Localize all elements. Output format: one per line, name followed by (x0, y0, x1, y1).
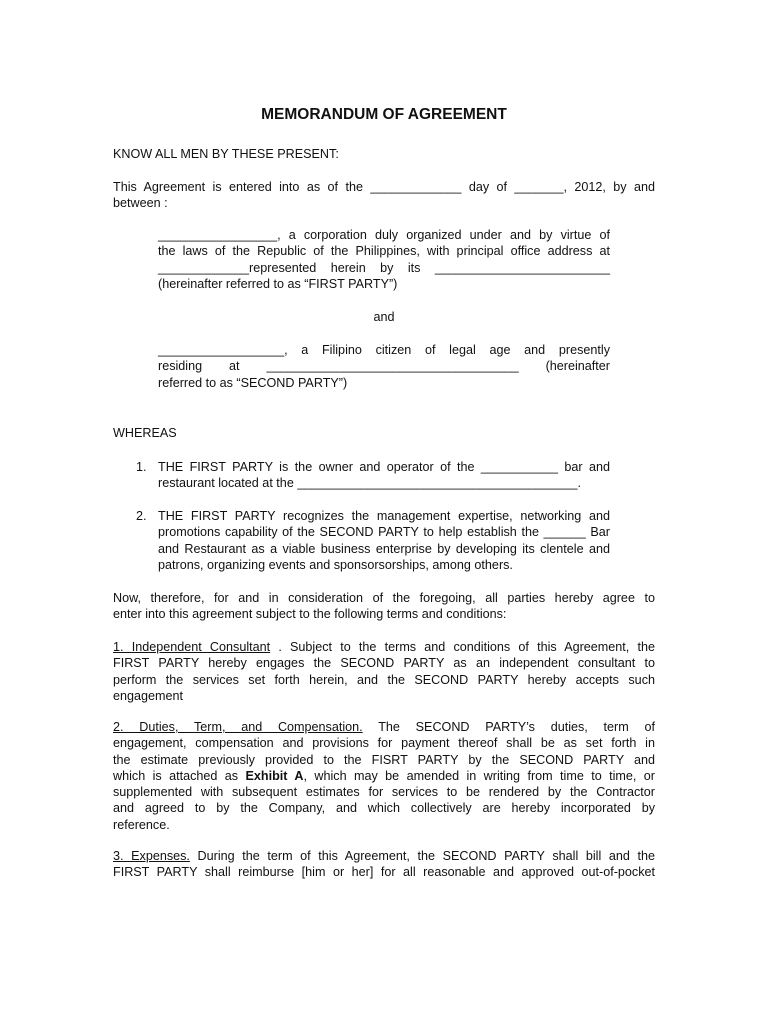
now-therefore-line: Now, therefore, for and in consideration of the foregoing, all parties hereby agree to (113, 591, 655, 605)
whereas-line: restaurant located at the ________________________________________. (158, 476, 581, 491)
section-1-line (113, 639, 655, 655)
whereas-line: THE FIRST PARTY is the owner and operator of the ___________ bar and (158, 460, 610, 474)
document-title: MEMORANDUM OF AGREEMENT (261, 106, 507, 123)
section-1-heading: 1. Independent Consultant (113, 640, 271, 654)
section-3-line (113, 848, 655, 864)
whereas-line: promotions capability of the SECOND PARTY to help establish the ______ Bar (158, 525, 610, 540)
first-party-line: (hereinafter referred to as “FIRST PARTY”) (158, 276, 398, 291)
first-party-line: _____________represented herein by its _________________________ (158, 260, 610, 275)
section-2-line (113, 719, 655, 735)
section-1-line: engagement (113, 688, 184, 703)
now-therefore-paragraph (113, 590, 655, 623)
whereas-item-number: 2. (136, 509, 147, 523)
section-2-line (113, 768, 655, 784)
section-2-line: supplemented with subsequent estimates for services to be rendered by the Contractor (113, 785, 655, 800)
section-2-line: the estimate previously provided to the FISRT PARTY by the SECOND PARTY and (113, 752, 655, 767)
section-3-text: During the term of this Agreement, the SECOND PARTY shall bill and the (189, 849, 655, 863)
section-2-line: and agreed to by the Company, and which collectively are hereby incorporated by (113, 801, 655, 816)
whereas-item-1 (158, 459, 610, 492)
whereas-item-number: 1. (136, 460, 147, 474)
section-2-text: The SECOND PARTY’s duties, term of (362, 720, 655, 734)
section-2-duties-term-compensation (113, 719, 655, 833)
first-party-line: the laws of the Republic of the Philippines, with principal office address at (158, 244, 610, 259)
second-party-line: residing at ____________________________________ (hereinafter (158, 359, 610, 374)
intro-line: between : (113, 196, 168, 211)
whereas-line: and Restaurant as a viable business enterprise by developing its clentele and (158, 541, 610, 556)
whereas-heading: WHEREAS (113, 426, 177, 440)
second-party-line: referred to as “SECOND PARTY”) (158, 375, 348, 390)
section-1-line: perform the services set forth herein, and the SECOND PARTY hereby accepts such (113, 672, 655, 687)
section-3-heading: 3. Expenses. (113, 849, 190, 863)
section-2-line: reference. (113, 817, 170, 832)
know-all-heading: KNOW ALL MEN BY THESE PRESENT: (113, 147, 339, 161)
intro-paragraph (113, 179, 655, 212)
first-party-line: _________________, a corporation duly organized under and by virtue of (158, 228, 610, 242)
section-1-text: . Subject to the terms and conditions of this Agreement, the (270, 640, 655, 654)
and-separator: and (373, 310, 395, 324)
whereas-line: THE FIRST PARTY recognizes the management expertise, networking and (158, 509, 610, 523)
whereas-line: patrons, organizing events and sponsorsorships, among others. (158, 557, 513, 572)
intro-line: This Agreement is entered into as of the _____________ day of _______, 2012, by and (113, 180, 655, 194)
section-1-line: FIRST PARTY hereby engages the SECOND PARTY as an independent consultant to (113, 656, 655, 671)
section-3-line: FIRST PARTY shall reimburse [him or her] for all reasonable and approved out-of-pocket (113, 865, 655, 880)
now-therefore-line: enter into this agreement subject to the following terms and conditions: (113, 607, 507, 622)
exhibit-a-label: Exhibit A (245, 768, 304, 783)
section-2-heading: 2. Duties, Term, and Compensation. (113, 720, 363, 734)
first-party-paragraph (158, 227, 610, 292)
second-party-paragraph (158, 342, 610, 391)
whereas-item-2 (158, 508, 610, 573)
section-2-line: engagement, compensation and provisions for payment thereof shall be as set forth in (113, 736, 655, 751)
section-1-independent-consultant (113, 639, 655, 704)
second-party-line: __________________, a Filipino citizen of legal age and presently (158, 343, 610, 357)
section-2-text: , which may be amended in writing from time to time, or (303, 768, 656, 783)
section-3-expenses (113, 848, 655, 881)
section-2-text: which is attached as (113, 768, 246, 783)
